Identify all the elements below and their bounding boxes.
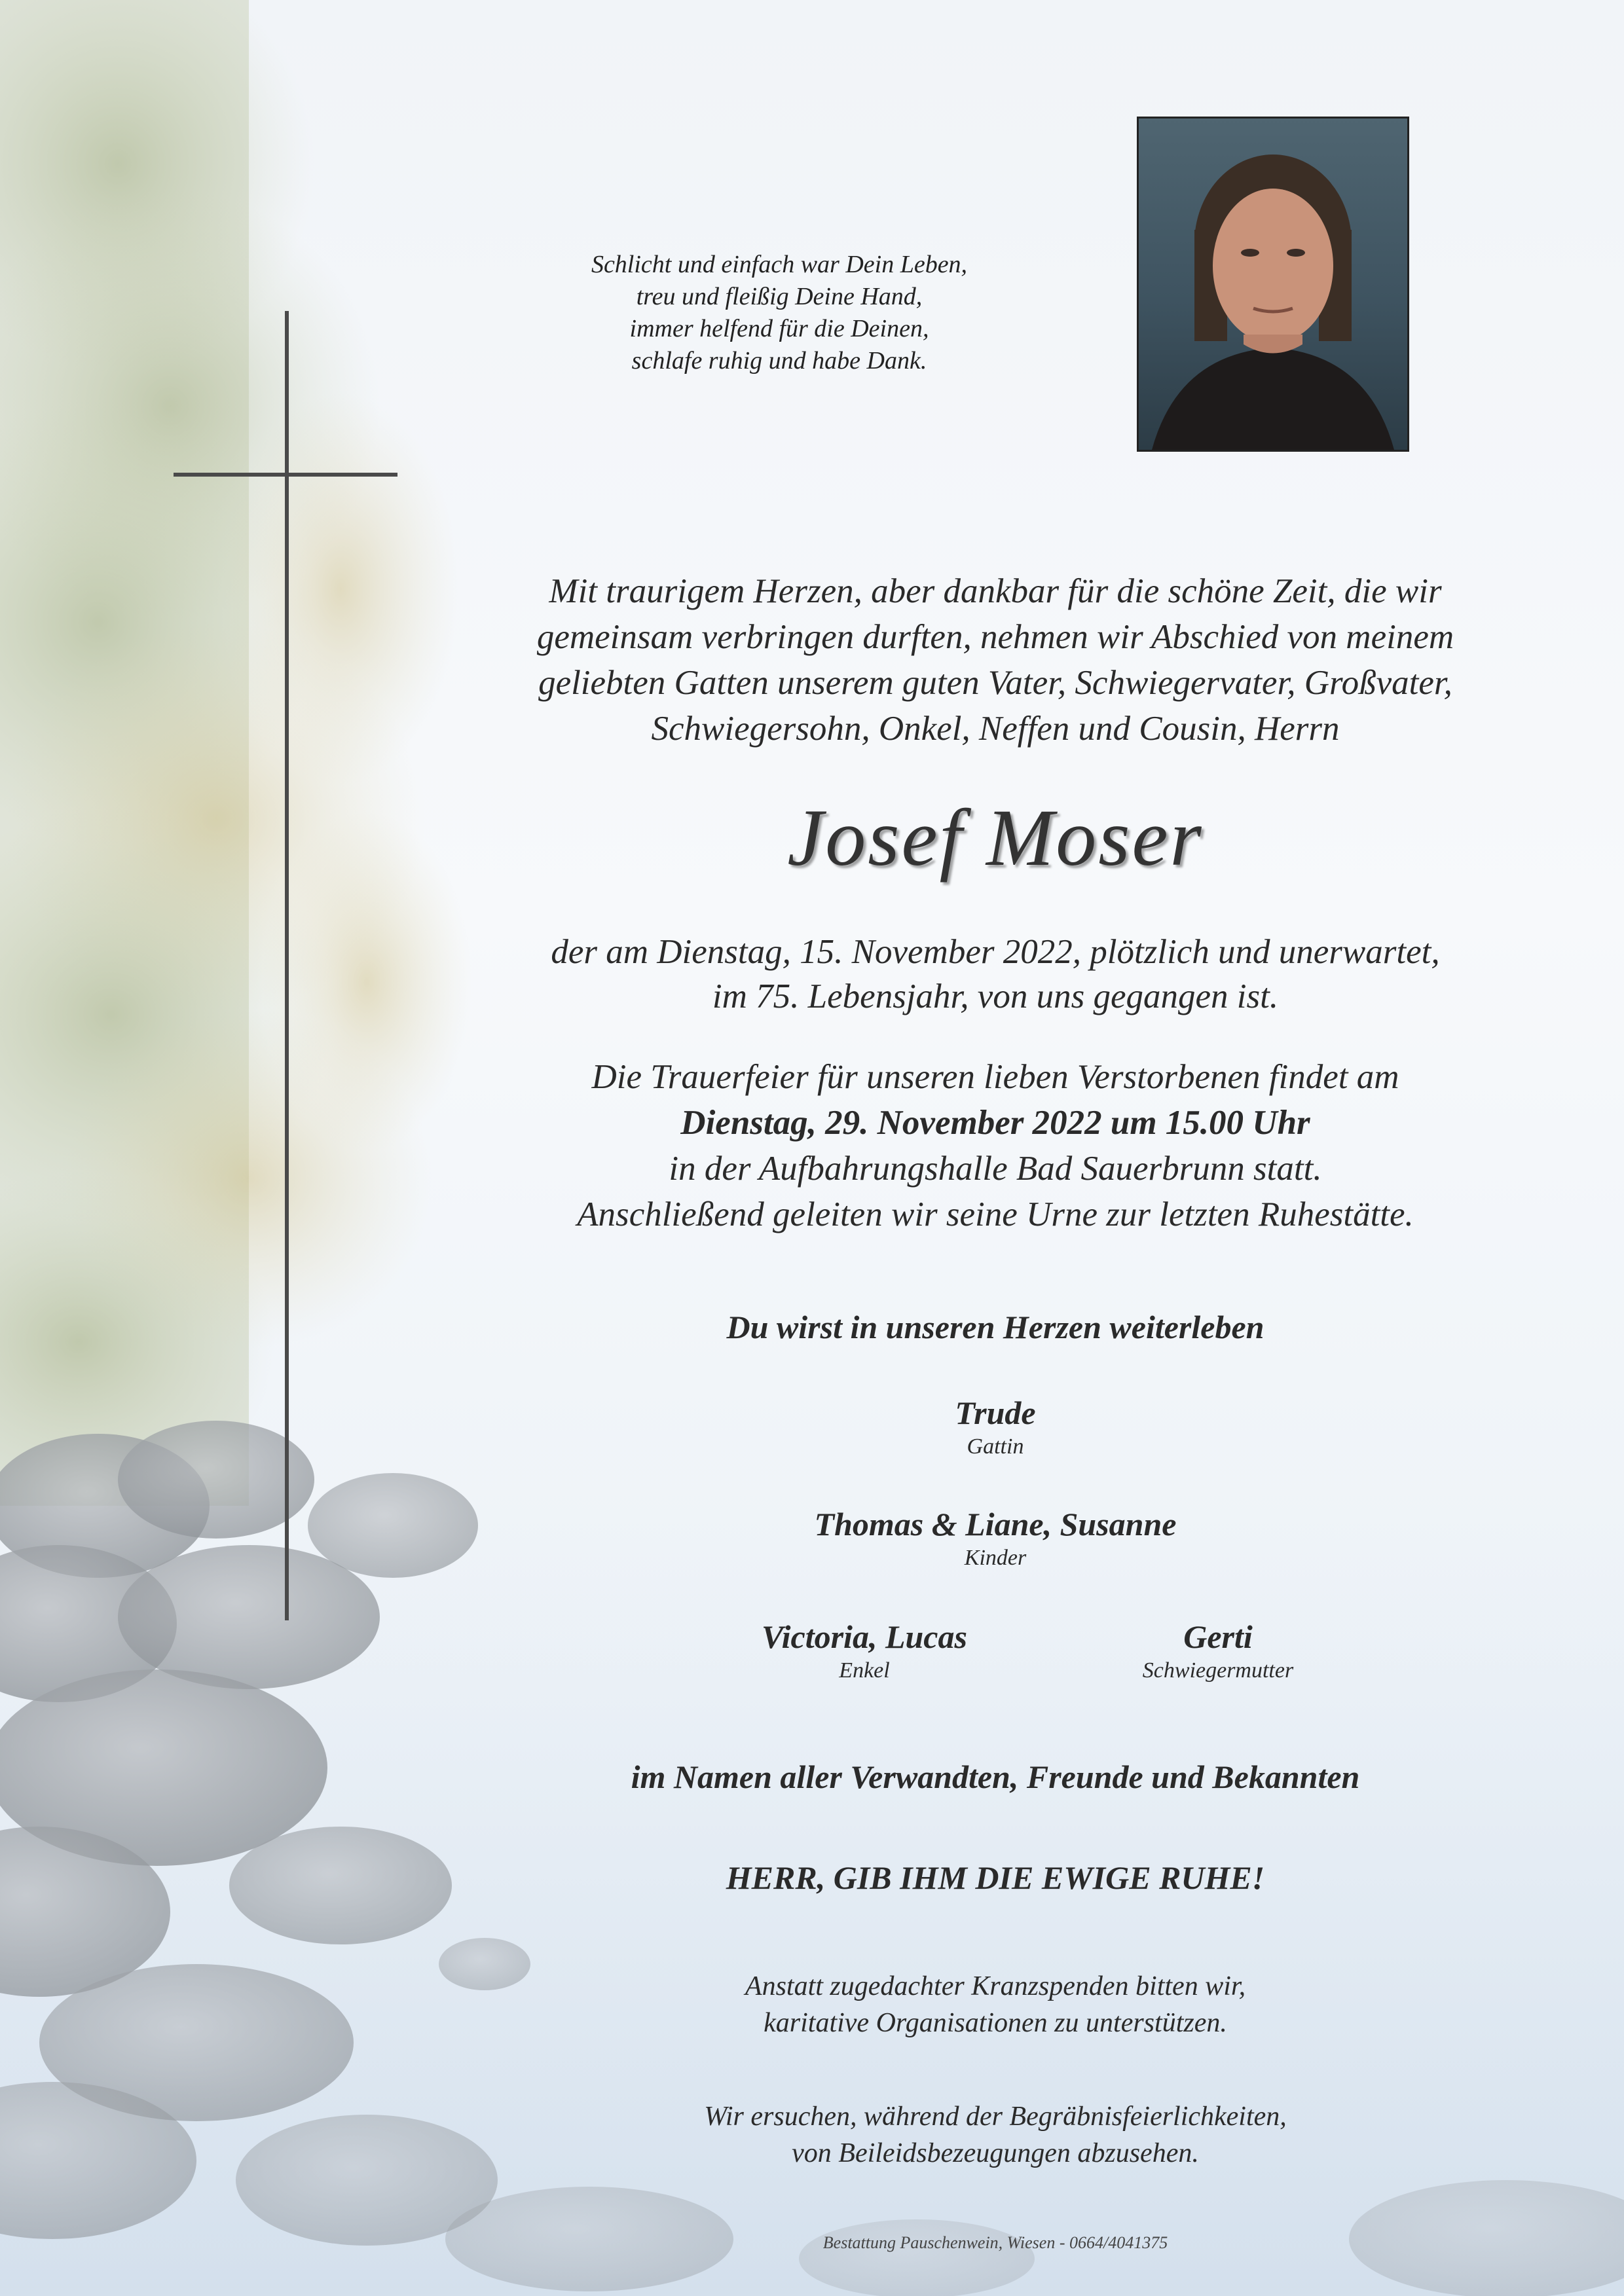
cross-icon-bar xyxy=(174,473,397,477)
donation-line: karitative Organisationen zu unterstützen. xyxy=(764,2008,1227,2038)
service-line: Anschließend geleiten wir seine Urne zur letzten Ruhestätte. xyxy=(577,1195,1414,1233)
death-line: der am Dienstag, 15. November 2022, plötzlich und unerwartet, xyxy=(551,933,1440,971)
announcement-intro xyxy=(458,568,1532,752)
verse-line: schlafe ruhig und habe Dank. xyxy=(631,347,927,374)
mourner-name: Thomas & Liane, Susanne xyxy=(814,1506,1177,1542)
mourner xyxy=(668,1617,1061,1685)
mourner-relation: Gattin xyxy=(967,1434,1024,1459)
death-info xyxy=(458,930,1532,1019)
mourner-relation: Schwiegermutter xyxy=(1142,1658,1294,1683)
condolence-line: Wir ersuchen, während der Begräbnisfeierlichkeiten, xyxy=(704,2102,1287,2132)
condolence-line: von Beileidsbezeugungen abzusehen. xyxy=(792,2138,1199,2168)
donation-note xyxy=(458,1968,1532,2041)
on-behalf-line: im Namen aller Verwandten, Freunde und Bekannten xyxy=(631,1758,1360,1795)
intro-line: Mit traurigem Herzen, aber dankbar für die schöne Zeit, die wir xyxy=(549,572,1442,610)
mourner xyxy=(701,1504,1290,1573)
condolence-note xyxy=(458,2098,1532,2172)
portrait-photo xyxy=(1137,117,1409,452)
motto: Du wirst in unseren Herzen weiterleben xyxy=(726,1309,1264,1345)
service-line: Die Trauerfeier für unseren lieben Verstorbenen findet am xyxy=(591,1058,1399,1096)
mourner-relation: Enkel xyxy=(839,1658,890,1683)
service-location: in der Aufbahrungshalle Bad Sauerbrunn statt. xyxy=(669,1150,1322,1188)
mourner-name: Gerti xyxy=(1183,1618,1253,1655)
service-datetime: Dienstag, 29. November 2022 um 15.00 Uhr xyxy=(680,1104,1310,1142)
verse-line: treu und fleißig Deine Hand, xyxy=(636,283,923,310)
death-line: im 75. Lebensjahr, von uns gegangen ist. xyxy=(712,977,1279,1015)
intro-line: geliebten Gatten unserem guten Vater, Schwiegervater, Großvater, xyxy=(538,664,1452,702)
intro-line: Schwiegersohn, Onkel, Neffen und Cousin, Herrn xyxy=(651,710,1340,748)
funeral-service-info xyxy=(458,1054,1532,1237)
verse-line: Schlicht und einfach war Dein Leben, xyxy=(591,251,968,278)
mourner-name: Victoria, Lucas xyxy=(762,1618,967,1655)
donation-line: Anstatt zugedachter Kranzspenden bitten wir, xyxy=(745,1971,1246,2001)
cross-icon xyxy=(285,311,289,1620)
mourner xyxy=(1022,1617,1414,1685)
intro-line: gemeinsam verbringen durften, nehmen wir Abschied von meinem xyxy=(536,618,1454,656)
verse-line: immer helfend für die Deinen, xyxy=(629,315,929,342)
mourner xyxy=(766,1393,1225,1461)
mourner-name: Trude xyxy=(955,1394,1036,1431)
undertaker-info: Bestattung Pauschenwein, Wiesen - 0664/4041375 xyxy=(822,2233,1168,2252)
memorial-verse xyxy=(511,249,1048,377)
mourner-relation: Kinder xyxy=(964,1546,1027,1570)
prayer-line: HERR, GIB IHM DIE EWIGE RUHE! xyxy=(726,1859,1265,1896)
deceased-name: Josef Moser xyxy=(787,793,1204,883)
